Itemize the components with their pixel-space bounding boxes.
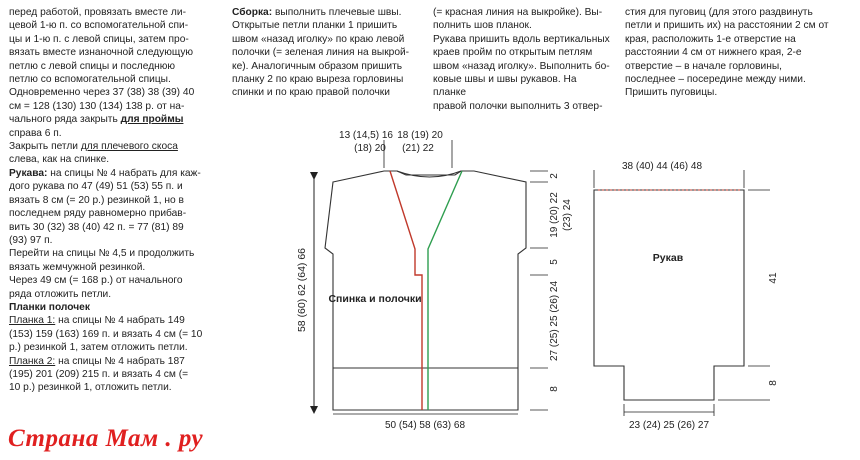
text-line: спинки и по краю правой полочки (232, 87, 390, 99)
text-line: швом «назад иголку». Выполнить бо- (433, 60, 610, 72)
watermark-logo: Страна Мам . ру (8, 425, 204, 452)
text-line: петлю с левой спицы и последнюю (9, 60, 176, 72)
text-line: ковые швы и швы рукавов. На планке (433, 74, 577, 99)
text-line: ке). Аналогичным образом пришить (232, 60, 403, 72)
text-line: (153) 159 (163) 169 п. и вязать 4 см (= 10 (9, 328, 203, 340)
text-line: вить 30 (32) 38 (40) 42 п. = 77 (81) 89 (9, 221, 184, 233)
text-line: правой полочки выполнить 3 отвер- (433, 100, 603, 112)
neck-width-label: 18 (19) 20 (397, 130, 443, 141)
text-line: швом «назад иголку» по краю левой (232, 33, 405, 45)
height-dimension-label: 58 (60) 62 (64) 66 (296, 247, 308, 333)
text-line: слева, как на спинке. (9, 154, 110, 166)
text-line: полнить шов планок. (433, 20, 532, 32)
text-line: цевой 1-ю п. со вспомогательной спи- (9, 20, 189, 32)
text-span: на спицы № 4 набрать для каж- (50, 167, 201, 179)
shoulder-width-label-2: (18) 20 (354, 143, 386, 154)
shoulder-width-label: 13 (14,5) 16 (339, 130, 393, 141)
section-heading: Планки полочек (9, 301, 90, 313)
sleeve-outline (594, 190, 744, 400)
red-placket-line (390, 171, 422, 410)
text-line: Одновременно через 37 (38) 38 (39) 40 (9, 87, 195, 99)
section-heading: Рукава: (9, 167, 48, 179)
text-line: р.) резинкой 1, затем отложить петли. (9, 342, 188, 354)
text-line: полочки (= зеленая линия на выкрой- (232, 47, 410, 59)
text-line: Открытые петли планки 1 пришить (232, 20, 398, 32)
text-line: вязать 8 см (= 20 р.) резинкой 1, но в (9, 194, 184, 206)
text-line: 10 р.) резинкой 1, отложить петли. (9, 382, 172, 394)
text-line: Рукава пришить вдоль вертикальных (433, 33, 610, 45)
text-line: ряда отложить петли. (9, 288, 112, 300)
text-span: Закрыть петли (9, 141, 78, 153)
underlined-term: для плечевого скоса (80, 141, 178, 153)
text-span: чального ряда закрыть (9, 114, 118, 126)
text-line: Через 49 см (= 168 р.) от начального (9, 275, 183, 287)
section-heading: Сборка: (232, 7, 273, 18)
neckline (397, 171, 461, 177)
text-span: на спицы № 4 набрать 149 (58, 315, 185, 327)
text-line: дого рукава по 47 (49) 51 (53) 55 п. и (9, 181, 183, 193)
body-outline (325, 171, 526, 410)
text-line: петлю со вспомогательной спицы. (9, 74, 171, 86)
sleeve-cuff-label: 8 (768, 380, 779, 386)
text-line: Перейти на спицы № 4,5 и продолжить (9, 248, 195, 260)
text-line: планку 2 по краю выреза горловины (232, 74, 404, 86)
sleeve-top-width-label: 38 (40) 44 (46) 48 (621, 161, 703, 172)
text-span: на спицы № 4 набрать 187 (58, 355, 185, 367)
underlined-term: Планка 1: (9, 315, 56, 327)
right-dim-label: 8 (549, 386, 560, 392)
green-placket-line (428, 171, 462, 410)
right-dim-label: (23) 24 (562, 199, 573, 231)
sleeve-label: Рукав (652, 252, 684, 264)
body-piece-label: Спинка и полочки (328, 293, 422, 305)
right-dim-label: 5 (549, 259, 560, 265)
underlined-term: Планка 2: (9, 355, 56, 367)
text-line: вязать жемчужной резинкой. (9, 261, 146, 273)
text-line: перед работой, провязать вместе ли- (9, 7, 186, 18)
text-line: последнем ряду равномерно прибав- (9, 208, 187, 220)
underlined-term: для проймы (120, 114, 184, 126)
sleeve-height-label: 41 (768, 272, 779, 284)
text-line: (195) 201 (209) 215 п. и вязать 4 см (= (9, 368, 189, 380)
text-line: цы и 1-ю п. с левой спицы, затем про- (9, 33, 189, 45)
text-line: см = 128 (130) 130 (134) 138 р. от на- (9, 100, 185, 112)
right-dim-label: 2 (549, 173, 560, 179)
text-line: справа 6 п. (9, 127, 62, 139)
text-line: (= красная линия на выкройке). Вы- (433, 7, 603, 18)
sleeve-bottom-width-label: 23 (24) 25 (26) 27 (628, 420, 710, 431)
text-line: вязать вместе изнаночной следующую (9, 47, 194, 59)
text-span: выполнить плечевые швы. (274, 7, 402, 18)
bottom-width-label: 50 (54) 58 (63) 68 (384, 420, 466, 431)
neck-width-label-2: (21) 22 (402, 143, 434, 154)
text-line: (93) 97 п. (9, 234, 53, 246)
text-line: краев пройм по открытым петлям (433, 47, 593, 59)
text-paragraph: стия для пуговиц (для этого раздвинуть петли и пришить их) на расстоянии 2 см от края, расположить 1-е отверстие на расстоянии 4 см от нижнего края, 2-е отверстие – в начале горловины, последнее – посередине между ними. Пришить пуговицы. (625, 7, 829, 99)
right-dim-label: 19 (20) 22 (549, 192, 560, 238)
right-dim-label: 27 (25) 25 (26) 24 (549, 280, 560, 362)
